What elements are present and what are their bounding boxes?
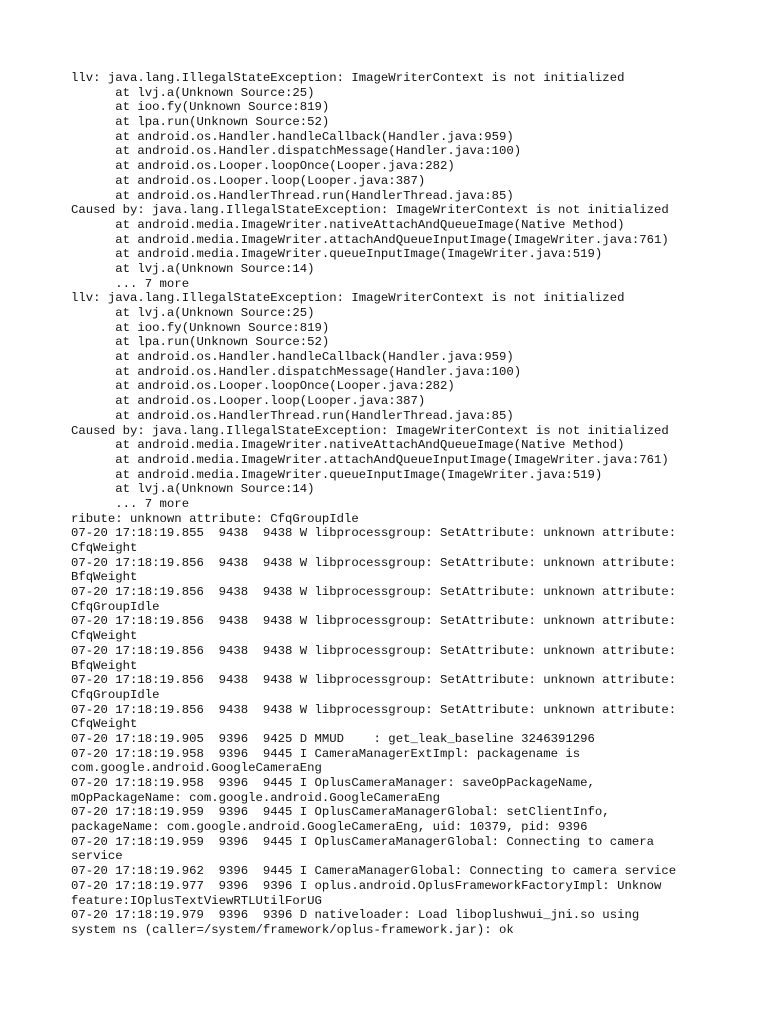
log-line: ... 7 more	[71, 496, 190, 511]
log-line: at android.os.Looper.loopOnce(Looper.java:282)	[71, 159, 455, 174]
log-line: service	[71, 849, 123, 864]
log-line: at lpa.run(Unknown Source:52)	[71, 335, 330, 350]
log-line: at android.media.ImageWriter.attachAndQueueInputImage(ImageWriter.java:761)	[71, 452, 669, 467]
log-line: at lvj.a(Unknown Source:14)	[71, 482, 315, 497]
log-line: at lvj.a(Unknown Source:14)	[71, 261, 315, 276]
log-line: at android.os.HandlerThread.run(HandlerThread.java:85)	[71, 408, 514, 423]
log-line: at android.media.ImageWriter.queueInputImage(ImageWriter.java:519)	[71, 467, 603, 482]
log-line: at android.media.ImageWriter.attachAndQueueInputImage(ImageWriter.java:761)	[71, 232, 669, 247]
log-line: CfqGroupIdle	[71, 687, 160, 702]
log-line: at lvj.a(Unknown Source:25)	[71, 85, 315, 100]
log-line: 07-20 17:18:19.962 9396 9445 I CameraManagerGlobal: Connecting to camera service	[71, 864, 677, 879]
log-line: llv: java.lang.IllegalStateException: ImageWriterContext is not initialized	[71, 71, 625, 85]
log-line: mOpPackageName: com.google.android.GoogleCameraEng	[71, 790, 440, 805]
log-line: com.google.android.GoogleCameraEng	[71, 761, 322, 776]
log-line: packageName: com.google.android.GoogleCameraEng, uid: 10379, pid: 9396	[71, 820, 588, 835]
log-line: 07-20 17:18:19.855 9438 9438 W libprocessgroup: SetAttribute: unknown attribute:	[71, 526, 677, 541]
log-line: feature:IOplusTextViewRTLUtilForUG	[71, 893, 322, 908]
log-line: Caused by: java.lang.IllegalStateException: ImageWriterContext is not initialized	[71, 203, 669, 218]
log-line: at lvj.a(Unknown Source:25)	[71, 306, 315, 320]
log-line: 07-20 17:18:19.979 9396 9396 D nativeloader: Load liboplushwui_jni.so using	[71, 908, 640, 923]
log-line: at android.os.Handler.handleCallback(Handler.java:959)	[71, 350, 514, 365]
log-line: at android.os.Looper.loop(Looper.java:387)	[71, 173, 426, 188]
log-line: at android.media.ImageWriter.queueInputImage(ImageWriter.java:519)	[71, 247, 603, 262]
log-line: at android.media.ImageWriter.nativeAttachAndQueueImage(Native Method)	[71, 217, 625, 232]
log-line: BfqWeight	[71, 658, 138, 673]
log-line: at ioo.fy(Unknown Source:819)	[71, 320, 330, 335]
log-line: 07-20 17:18:19.958 9396 9445 I CameraManagerExtImpl: packagename is	[71, 746, 581, 761]
log-line: at android.media.ImageWriter.nativeAttachAndQueueImage(Native Method)	[71, 438, 625, 453]
log-line: llv: java.lang.IllegalStateException: ImageWriterContext is not initialized	[71, 291, 625, 306]
log-line: at android.os.Looper.loop(Looper.java:387)	[71, 394, 426, 409]
log-line: Caused by: java.lang.IllegalStateException: ImageWriterContext is not initialized	[71, 423, 669, 438]
log-line: 07-20 17:18:19.856 9438 9438 W libprocessgroup: SetAttribute: unknown attribute:	[71, 673, 677, 688]
log-line: 07-20 17:18:19.958 9396 9445 I OplusCameraManager: saveOpPackageName,	[71, 776, 595, 790]
log-line: 07-20 17:18:19.959 9396 9445 I OplusCameraManagerGlobal: setClientInfo,	[71, 805, 610, 820]
log-line: CfqWeight	[71, 629, 138, 644]
log-line: BfqWeight	[71, 570, 138, 585]
log-line: 07-20 17:18:19.856 9438 9438 W libprocessgroup: SetAttribute: unknown attribute:	[71, 555, 677, 570]
log-line: at android.os.Looper.loopOnce(Looper.java:282)	[71, 379, 455, 394]
log-line: ribute: unknown attribute: CfqGroupIdle	[71, 511, 359, 526]
log-line: CfqWeight	[71, 717, 138, 732]
log-text-block	[71, 71, 761, 938]
log-line: at lpa.run(Unknown Source:52)	[71, 115, 330, 130]
log-line: 07-20 17:18:19.856 9438 9438 W libprocessgroup: SetAttribute: unknown attribute:	[71, 614, 677, 629]
log-line: CfqWeight	[71, 541, 138, 555]
log-line: ... 7 more	[71, 276, 190, 291]
log-line: 07-20 17:18:19.977 9396 9396 I oplus.android.OplusFrameworkFactoryImpl: Unknow	[71, 878, 662, 893]
log-line: 07-20 17:18:19.856 9438 9438 W libprocessgroup: SetAttribute: unknown attribute:	[71, 585, 677, 600]
log-line: at android.os.Handler.dispatchMessage(Handler.java:100)	[71, 364, 522, 379]
log-line: at android.os.Handler.handleCallback(Handler.java:959)	[71, 129, 514, 144]
log-line: system ns (caller=/system/framework/oplus-framework.jar): ok	[71, 922, 514, 937]
log-line: at android.os.HandlerThread.run(HandlerThread.java:85)	[71, 188, 514, 203]
log-line: CfqGroupIdle	[71, 599, 160, 614]
log-line: at ioo.fy(Unknown Source:819)	[71, 100, 330, 115]
log-line: 07-20 17:18:19.856 9438 9438 W libprocessgroup: SetAttribute: unknown attribute:	[71, 643, 677, 658]
log-line: 07-20 17:18:19.905 9396 9425 D MMUD : get_leak_baseline 3246391296	[71, 731, 595, 746]
log-line: 07-20 17:18:19.856 9438 9438 W libprocessgroup: SetAttribute: unknown attribute:	[71, 702, 677, 717]
log-line: 07-20 17:18:19.959 9396 9445 I OplusCameraManagerGlobal: Connecting to camera	[71, 834, 654, 849]
log-line: at android.os.Handler.dispatchMessage(Handler.java:100)	[71, 144, 522, 159]
